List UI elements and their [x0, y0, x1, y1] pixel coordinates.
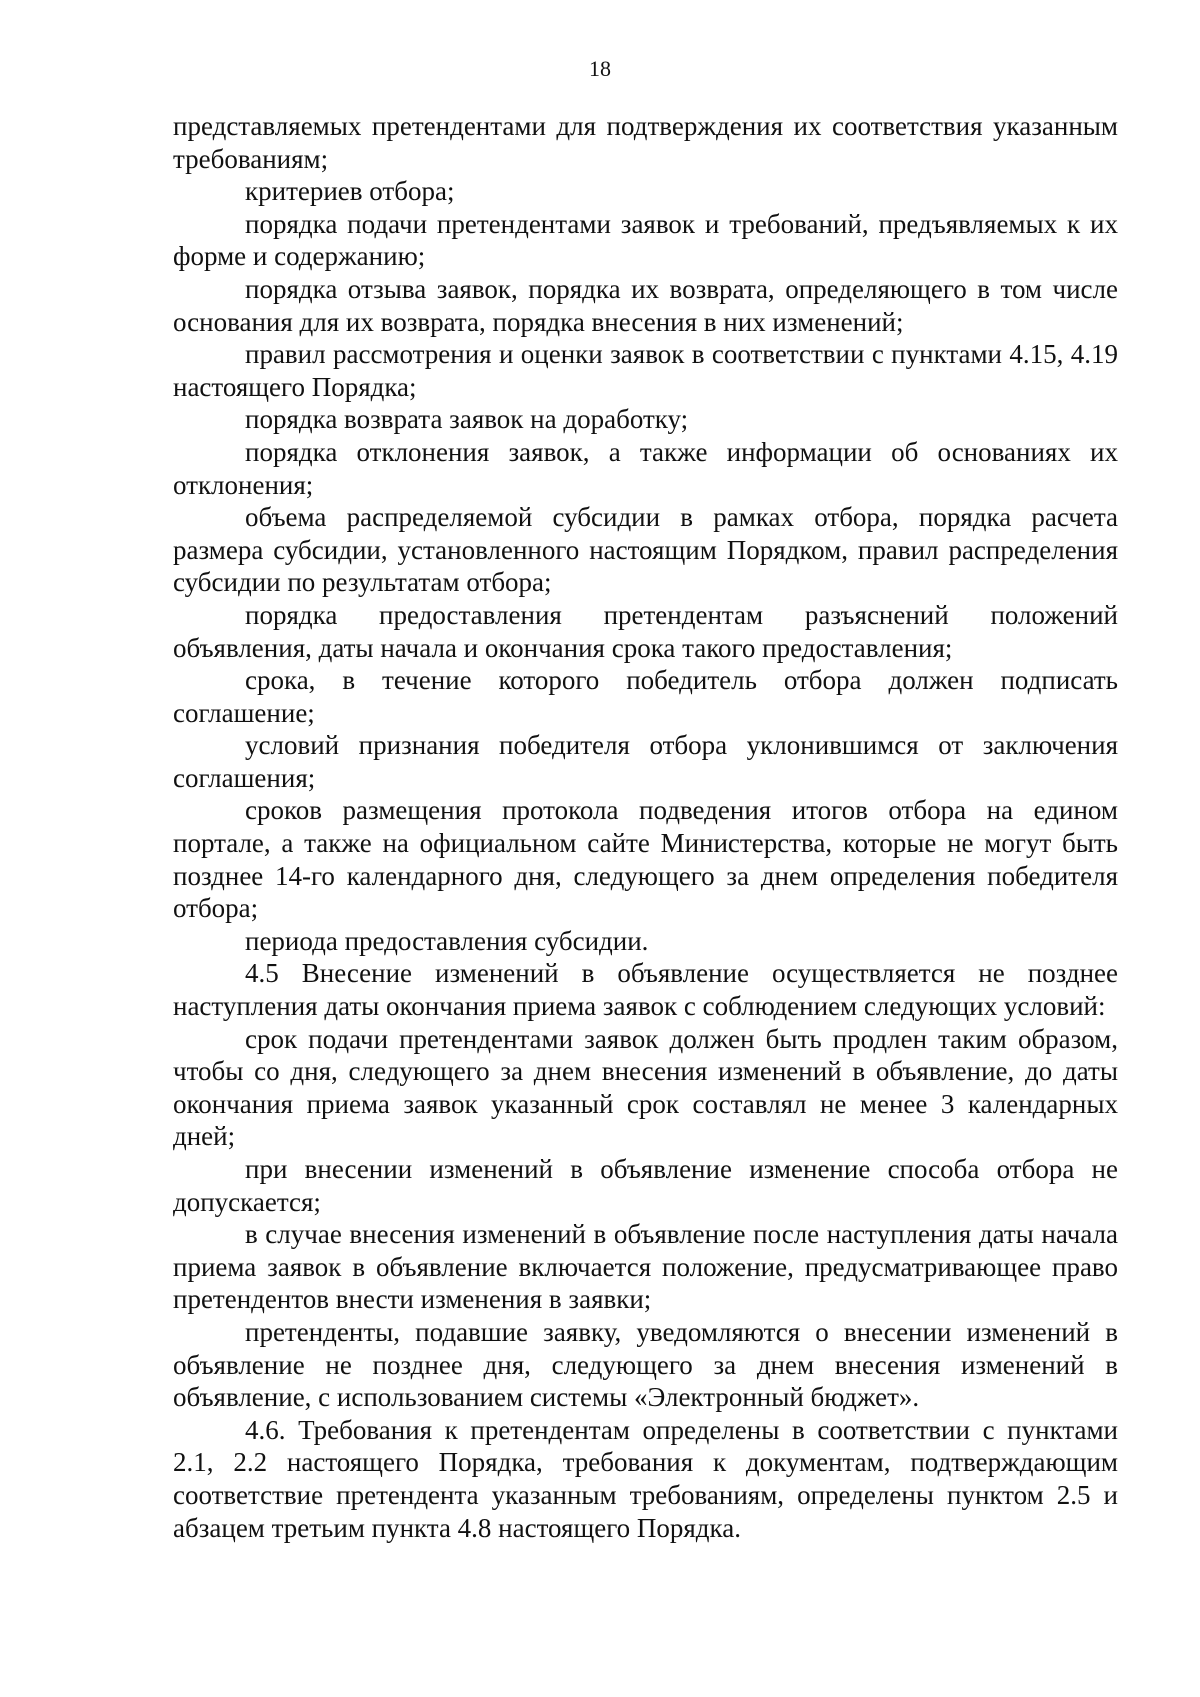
paragraph-evasion-conditions: условий признания победителя отбора уклонившимся от заключения соглашения;	[173, 730, 1118, 793]
paragraph-continuation: представляемых претендентами для подтверждения их соответствия указанным требованиям;	[173, 111, 1118, 174]
paragraph-review-rules: правил рассмотрения и оценки заявок в соответствии с пунктами 4.15, 4.19 настоящего Порядка;	[173, 339, 1118, 402]
paragraph-notification: претенденты, подавшие заявку, уведомляются о внесении изменений в объявление не позднее дня, следующего за днем внесения изменений в объявление, с использованием системы «Электронный бюджет».	[173, 1316, 1118, 1413]
document-body	[173, 110, 1118, 1544]
paragraph-withdrawal-procedure: порядка отзыва заявок, порядка их возврата, определяющего в том числе основания для их возврата, порядка внесения в них изменений;	[173, 273, 1118, 337]
paragraph-amendment-right: в случае внесения изменений в объявление после наступления даты начала приема заявок в объявление включается положение, предусматривающее право претендентов внести изменения в заявки;	[173, 1219, 1118, 1315]
paragraph-rejection-procedure: порядка отклонения заявок, а также информации об основаниях их отклонения;	[173, 436, 1118, 500]
paragraph-application-procedure: порядка подачи претендентами заявок и требований, предъявляемых к их форме и содержанию;	[173, 208, 1118, 272]
paragraph-section-4-5: 4.5 Внесение изменений в объявление осуществляется не позднее наступления даты окончания приема заявок с соблюдением следующих условий:	[173, 958, 1118, 1022]
paragraph-subsidy-period: периода предоставления субсидии.	[245, 925, 649, 956]
paragraph-protocol-deadlines: сроков размещения протокола подведения итогов отбора на едином портале, а также на официальном сайте Министерства, которые не могут быть позднее 14-го календарного дня, следующего за днем определения победителя отбора;	[173, 795, 1118, 924]
page-number: 18	[589, 56, 611, 81]
paragraph-clarifications: порядка предоставления претендентам разъяснений положений объявления, даты начала и окончания срока такого предоставления;	[173, 599, 1118, 663]
paragraph-section-4-6: 4.6. Требования к претендентам определены в соответствии с пунктами 2.1, 2.2 настоящего Порядка, требования к документам, подтверждающим соответствие претендента указанным требованиям, определены пунктом 2.5 и абзацем третьим пункта 4.8 настоящего Порядка.	[173, 1414, 1118, 1543]
paragraph-selection-criteria: критериев отбора;	[245, 176, 455, 207]
paragraph-subsidy-volume: объема распределяемой субсидии в рамках отбора, порядка расчета размера субсидии, установленного настоящим Порядком, правил распределения субсидии по результатам отбора;	[173, 502, 1118, 598]
paragraph-deadline-extension: срок подачи претендентами заявок должен быть продлен таким образом, чтобы со дня, следующего за днем внесения изменений в объявление, до даты окончания приема заявок указанный срок составлял не менее 3 календарных дней;	[173, 1023, 1118, 1152]
paragraph-method-change: при внесении изменений в объявление изменение способа отбора не допускается;	[173, 1154, 1118, 1217]
paragraph-signing-deadline: срока, в течение которого победитель отбора должен подписать соглашение;	[173, 665, 1118, 728]
paragraph-return-procedure: порядка возврата заявок на доработку;	[245, 404, 689, 435]
